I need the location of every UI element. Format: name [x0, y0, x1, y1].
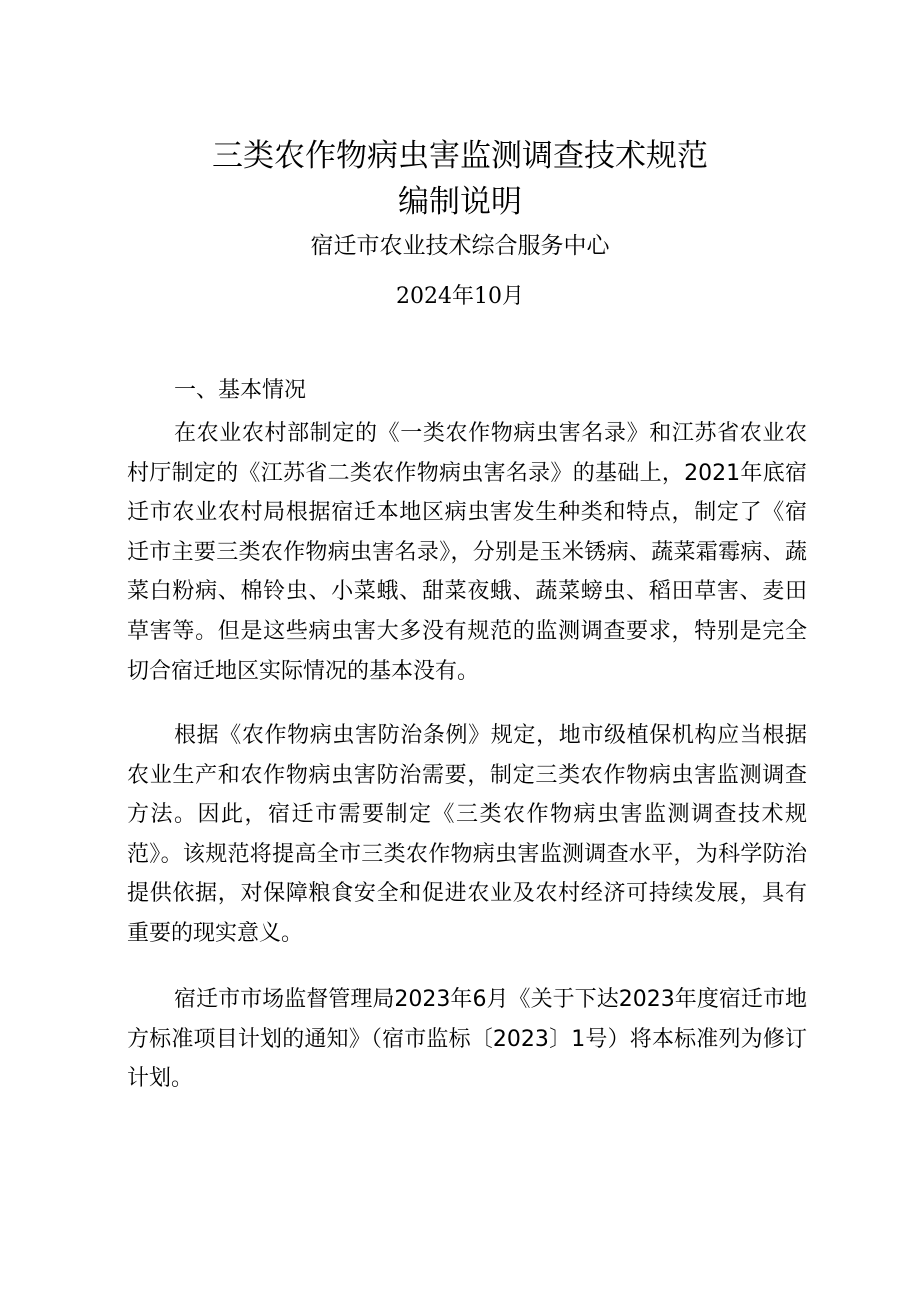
document-date: 2024年10月	[396, 284, 524, 309]
document-title: 三类农作物病虫害监测调查技术规范	[212, 138, 708, 174]
paragraph-project-plan: 宿迁市市场监督管理局2023年6月《关于下达2023年度宿迁市地方标准项目计划的通知》（宿市监标〔2023〕1号）将本标准列为修订计划。	[127, 987, 807, 1092]
document-subtitle: 编制说明	[398, 184, 522, 220]
paragraph-regulation-basis: 根据《农作物病虫害防治条例》规定，地市级植保机构应当根据农业生产和农作物病虫害防治需要，制定三类农作物病虫害监测调查方法。因此，宿迁市需要制定《三类农作物病虫害监测调查技术规范》。该规范将提高全市三类农作物病虫害监测调查水平，为科学防治提供依据，对保障粮食安全和促进农业及农村经济可持续发展，具有重要的现实意义。	[127, 723, 807, 946]
section-heading: 一、基本情况	[174, 378, 307, 403]
paragraph-background: 在农业农村部制定的《一类农作物病虫害名录》和江苏省农业农村厅制定的《江苏省二类农作物病虫害名录》的基础上，2021年底宿迁市农业农村局根据宿迁本地区病虫害发生种类和特点，制定了《宿迁市主要三类农作物病虫害名录》，分别是玉米锈病、蔬菜霜霉病、蔬菜白粉病、棉铃虫、小菜蛾、甜菜夜蛾、蔬菜螃虫、稻田草害、麦田草害等。但是这些病虫害大多没有规范的监测调查要求，特别是完全切合宿迁地区实际情况的基本没有。	[127, 421, 807, 684]
issuing-organization: 宿迁市农业技术综合服务中心	[310, 233, 610, 259]
